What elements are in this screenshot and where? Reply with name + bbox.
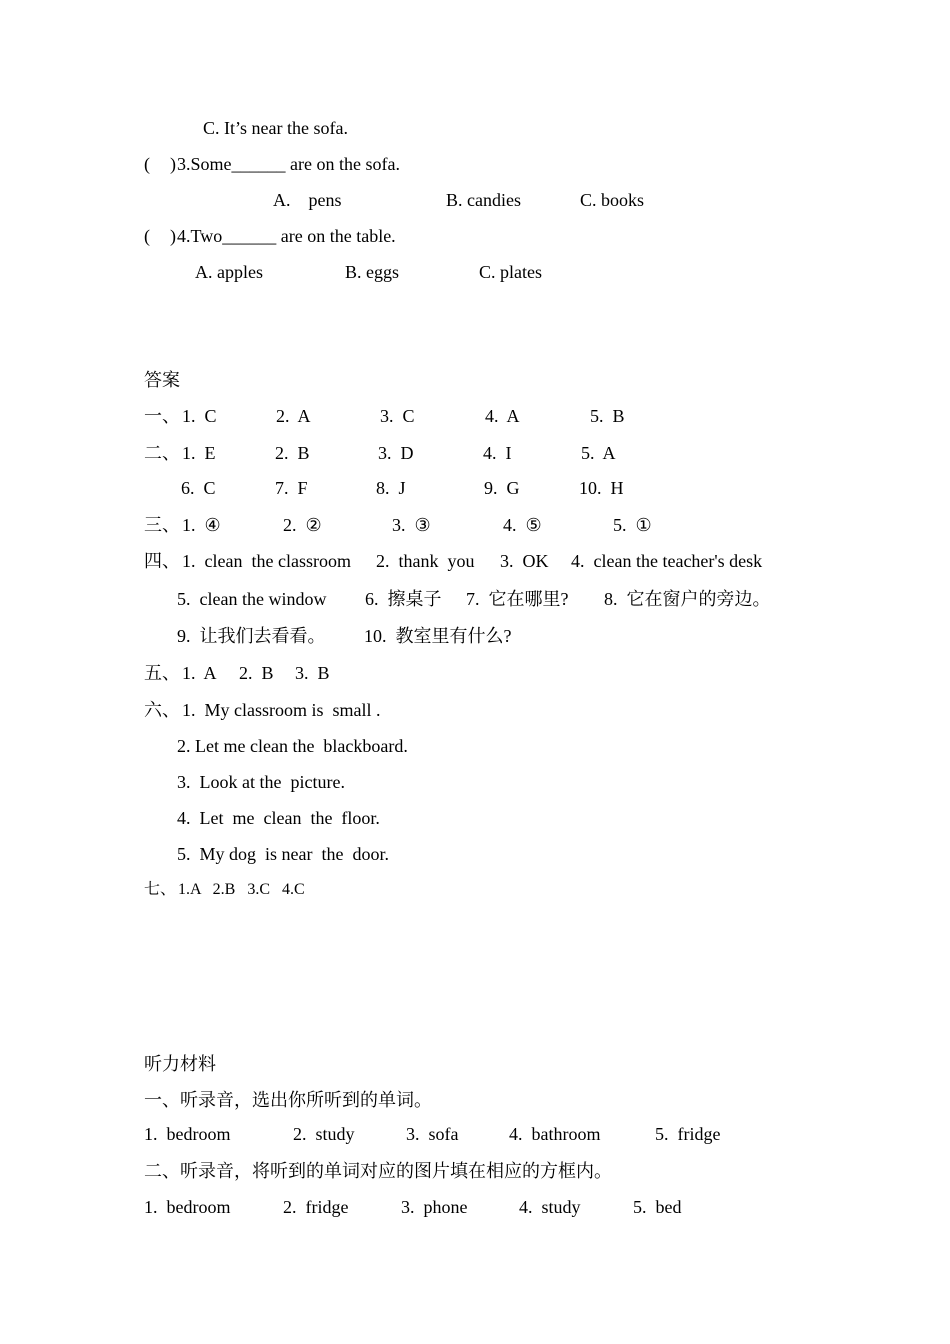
q3-paren-close: ) <box>170 154 176 174</box>
q3-option-b: B. candies <box>446 190 521 210</box>
q4-paren-open: ( <box>144 226 150 246</box>
answers-s4-label: 四、 <box>144 551 180 571</box>
answers-s1-item: 5. B <box>590 406 625 426</box>
q3-paren-open: ( <box>144 154 150 174</box>
listening-part2-item: 4. study <box>519 1197 581 1217</box>
listening-part1-item: 3. sofa <box>406 1124 459 1144</box>
answers-s2-item: 6. C <box>181 478 216 498</box>
answers-s6-line: 4. Let me clean the floor. <box>177 808 380 828</box>
answers-s7-text: 1.A 2.B 3.C 4.C <box>178 881 305 898</box>
answers-s1-label: 一、 <box>144 406 180 426</box>
listening-heading: 听力材料 <box>144 1054 216 1074</box>
answers-s1-item: 2. A <box>276 406 311 426</box>
listening-part2-item: 2. fridge <box>283 1197 349 1217</box>
answers-s6-line: 1. My classroom is small . <box>182 700 381 720</box>
q3-option-c: C. books <box>580 190 645 210</box>
listening-part2-item: 1. bedroom <box>144 1197 231 1217</box>
q3-option-a: A. pens <box>273 190 342 210</box>
answers-s2-item: 8. J <box>376 478 406 498</box>
listening-part1-item: 5. fridge <box>655 1124 721 1144</box>
answers-s2-item: 3. D <box>378 443 414 463</box>
q3-stem: 3.Some______ are on the sofa. <box>177 154 400 174</box>
answers-s2-item: 1. E <box>182 443 216 463</box>
answers-s4-item: 6. 擦桌子 <box>365 589 442 609</box>
answers-s4-item: 10. 教室里有什么? <box>364 626 512 646</box>
answers-s6-line: 5. My dog is near the door. <box>177 844 389 864</box>
answers-s2-item: 4. I <box>483 443 512 463</box>
answers-s3-item: 1. ④ <box>182 515 221 535</box>
answers-s5-item: 3. B <box>295 663 330 683</box>
answers-s2-item: 9. G <box>484 478 520 498</box>
answers-s3-item: 3. ③ <box>392 515 431 535</box>
listening-part2-item: 5. bed <box>633 1197 682 1217</box>
answers-s4-item: 7. 它在哪里? <box>466 589 569 609</box>
answers-s2-item: 7. F <box>275 478 308 498</box>
answers-s4-item: 4. clean the teacher's desk <box>571 551 763 571</box>
answers-s7-label: 七、 <box>144 881 177 898</box>
answers-s5-item: 2. B <box>239 663 274 683</box>
answers-s5-label: 五、 <box>144 663 180 683</box>
answers-s1-item: 1. C <box>182 406 217 426</box>
q4-option-b: B. eggs <box>345 262 399 282</box>
q2-option-c: C. It’s near the sofa. <box>203 118 348 138</box>
q4-option-c: C. plates <box>479 262 542 282</box>
answers-s3-label: 三、 <box>144 515 180 535</box>
answers-s3-item: 2. ② <box>283 515 322 535</box>
answers-s1-item: 4. A <box>485 406 520 426</box>
listening-part1-item: 4. bathroom <box>509 1124 601 1144</box>
answers-s4-item: 1. clean the classroom <box>182 551 351 571</box>
answers-s4-item: 9. 让我们去看看。 <box>177 626 326 646</box>
answers-s6-line: 3. Look at the picture. <box>177 772 345 792</box>
answers-heading: 答案 <box>144 370 180 390</box>
answers-s2-item: 2. B <box>275 443 310 463</box>
answers-s6-line: 2. Let me clean the blackboard. <box>177 736 408 756</box>
q4-paren-close: ) <box>170 226 176 246</box>
listening-part1-instruction: 一、听录音，选出你所听到的单词。 <box>144 1090 432 1110</box>
listening-part1-item: 1. bedroom <box>144 1124 231 1144</box>
answers-s4-item: 2. thank you <box>376 551 475 571</box>
answers-s3-item: 4. ⑤ <box>503 515 542 535</box>
answers-s2-label: 二、 <box>144 443 180 463</box>
listening-part2-item: 3. phone <box>401 1197 468 1217</box>
listening-part1-item: 2. study <box>293 1124 355 1144</box>
answers-s4-item: 8. 它在窗户的旁边。 <box>604 589 771 609</box>
answers-s5-item: 1. A <box>182 663 217 683</box>
answers-s4-item: 3. OK <box>500 551 549 571</box>
answers-s4-item: 5. clean the window <box>177 589 327 609</box>
answers-s2-item: 10. H <box>579 478 624 498</box>
answers-s6-label: 六、 <box>144 700 180 720</box>
answers-s1-item: 3. C <box>380 406 415 426</box>
answers-s2-item: 5. A <box>581 443 616 463</box>
q4-option-a: A. apples <box>195 262 263 282</box>
q4-stem: 4.Two______ are on the table. <box>177 226 396 246</box>
listening-part2-instruction: 二、听录音，将听到的单词对应的图片填在相应的方框内。 <box>144 1161 612 1181</box>
answers-s3-item: 5. ① <box>613 515 652 535</box>
